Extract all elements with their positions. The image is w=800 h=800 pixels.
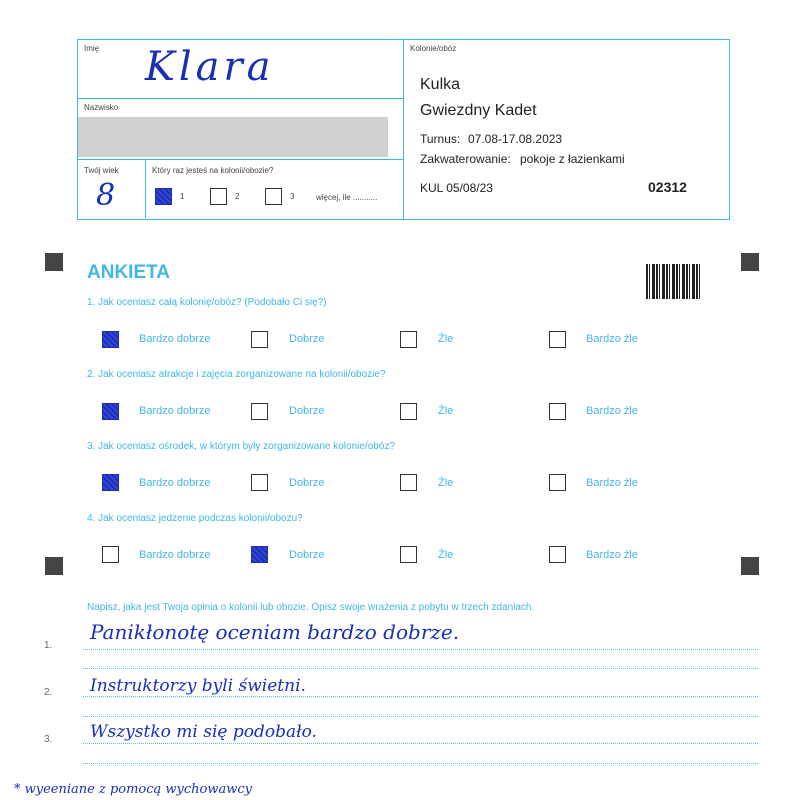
- barcode: [646, 264, 702, 299]
- turnus-value: 07.08-17.08.2023: [468, 132, 563, 146]
- q3-option-bardzo-zle: Bardzo źle: [586, 477, 638, 489]
- question-1: 1. Jak oceniasz całą kolonię/obóz? (Podobało Ci się?): [87, 297, 327, 308]
- line-number-2: 2.: [44, 687, 53, 698]
- ktory-raz-label: Który raz jesteś na kolonii/obozie?: [152, 166, 274, 175]
- q4-checkbox-bardzo-dobrze[interactable]: [102, 546, 119, 563]
- kolonie-label: Kolonie/obóz: [410, 44, 457, 53]
- dotted-line-2: [83, 696, 758, 697]
- q1-checkbox-bardzo-zle[interactable]: [549, 331, 566, 348]
- q3-checkbox-bardzo-zle[interactable]: [549, 474, 566, 491]
- kolonie-program: Gwiezdny Kadet: [420, 102, 537, 119]
- dotted-line-2b: [83, 716, 758, 717]
- q4-option-bardzo-zle: Bardzo źle: [586, 549, 638, 561]
- q1-checkbox-zle[interactable]: [400, 331, 417, 348]
- opinion-prompt: Napisz, jaka jest Twoja opinia o kolonii lub obozie. Opisz swoje wrażenia z pobytu w trzech zdaniach.: [87, 602, 535, 613]
- q1-option-bardzo-dobrze: Bardzo dobrze: [139, 333, 211, 345]
- header-divider-3: [145, 159, 146, 218]
- q1-option-dobrze: Dobrze: [289, 333, 325, 345]
- line-number-3: 3.: [44, 734, 53, 745]
- registration-marker-bottom-right: [741, 557, 759, 575]
- q2-option-dobrze: Dobrze: [289, 405, 325, 417]
- q4-option-bardzo-dobrze: Bardzo dobrze: [139, 549, 211, 561]
- q3-checkbox-zle[interactable]: [400, 474, 417, 491]
- q1-checkbox-dobrze[interactable]: [251, 331, 268, 348]
- survey-title: ANKIETA: [87, 262, 171, 283]
- q3-option-dobrze: Dobrze: [289, 477, 325, 489]
- header-divider-vertical: [403, 39, 404, 219]
- kolonie-name: Kulka: [420, 76, 461, 93]
- q4-option-dobrze: Dobrze: [289, 549, 325, 561]
- wiek-label: Twój wiek: [84, 166, 119, 175]
- imie-label: Imię: [84, 44, 100, 53]
- registration-marker-top-left: [45, 253, 63, 271]
- ktory-raz-option-more: więcej, ile ...........: [316, 193, 378, 202]
- q3-option-bardzo-dobrze: Bardzo dobrze: [139, 477, 211, 489]
- registration-marker-bottom-left: [45, 557, 63, 575]
- q4-checkbox-zle[interactable]: [400, 546, 417, 563]
- line-number-1: 1.: [44, 640, 53, 651]
- ktory-raz-option-1: 1: [180, 192, 185, 201]
- ktory-raz-option-3: 3: [290, 192, 295, 201]
- question-2: 2. Jak oceniasz atrakcje i zajęcia zorganizowane na kolonii/obozie?: [87, 369, 386, 380]
- q2-checkbox-bardzo-zle[interactable]: [549, 403, 566, 420]
- nazwisko-label: Nazwisko: [84, 103, 119, 112]
- q1-checkbox-bardzo-dobrze[interactable]: [102, 331, 119, 348]
- opinion-sentence-2[interactable]: Instruktorzy byli świetni.: [90, 676, 306, 696]
- header-divider-1: [77, 98, 404, 99]
- zakwaterowanie-value: pokoje z łazienkami: [520, 152, 625, 166]
- q4-checkbox-bardzo-zle[interactable]: [549, 546, 566, 563]
- turnus-label: Turnus:: [420, 132, 461, 146]
- q2-checkbox-zle[interactable]: [400, 403, 417, 420]
- form-number: 02312: [648, 179, 687, 195]
- dotted-line-3: [83, 743, 758, 744]
- question-3: 3. Jak oceniasz ośrodek, w którym były zorganizowane kolonie/obóz?: [87, 441, 395, 452]
- opinion-sentence-3[interactable]: Wszystko mi się podobało.: [90, 722, 317, 742]
- ktory-raz-checkbox-2[interactable]: [210, 188, 227, 205]
- zakwaterowanie-label: Zakwaterowanie:: [420, 152, 511, 166]
- header-divider-2: [77, 159, 404, 160]
- q1-option-zle: Źle: [438, 333, 454, 345]
- kolonie-code: KUL 05/08/23: [420, 181, 493, 195]
- q2-option-bardzo-dobrze: Bardzo dobrze: [139, 405, 211, 417]
- dotted-line-3b: [83, 763, 758, 764]
- question-4: 4. Jak oceniasz jedzenie podczas kolonii/obozu?: [87, 513, 303, 524]
- footnote: * wyeeniane z pomocą wychowawcy: [14, 782, 252, 797]
- opinion-sentence-1[interactable]: Panikłonotę oceniam bardzo dobrze.: [90, 620, 460, 644]
- q3-option-zle: Źle: [438, 477, 454, 489]
- q3-checkbox-dobrze[interactable]: [251, 474, 268, 491]
- redacted-surname: [78, 117, 388, 157]
- q3-checkbox-bardzo-dobrze[interactable]: [102, 474, 119, 491]
- q2-checkbox-dobrze[interactable]: [251, 403, 268, 420]
- imie-value: Klara: [145, 44, 275, 90]
- ktory-raz-checkbox-3[interactable]: [265, 188, 282, 205]
- ktory-raz-checkbox-1[interactable]: [155, 188, 172, 205]
- q2-option-zle: Źle: [438, 405, 454, 417]
- q2-checkbox-bardzo-dobrze[interactable]: [102, 403, 119, 420]
- dotted-line-1b: [83, 668, 758, 669]
- dotted-line-1: [83, 649, 758, 650]
- q4-option-zle: Źle: [438, 549, 454, 561]
- q2-option-bardzo-zle: Bardzo źle: [586, 405, 638, 417]
- q1-option-bardzo-zle: Bardzo źle: [586, 333, 638, 345]
- q4-checkbox-dobrze[interactable]: [251, 546, 268, 563]
- wiek-value: 8: [96, 178, 116, 213]
- registration-marker-top-right: [741, 253, 759, 271]
- ktory-raz-option-2: 2: [235, 192, 240, 201]
